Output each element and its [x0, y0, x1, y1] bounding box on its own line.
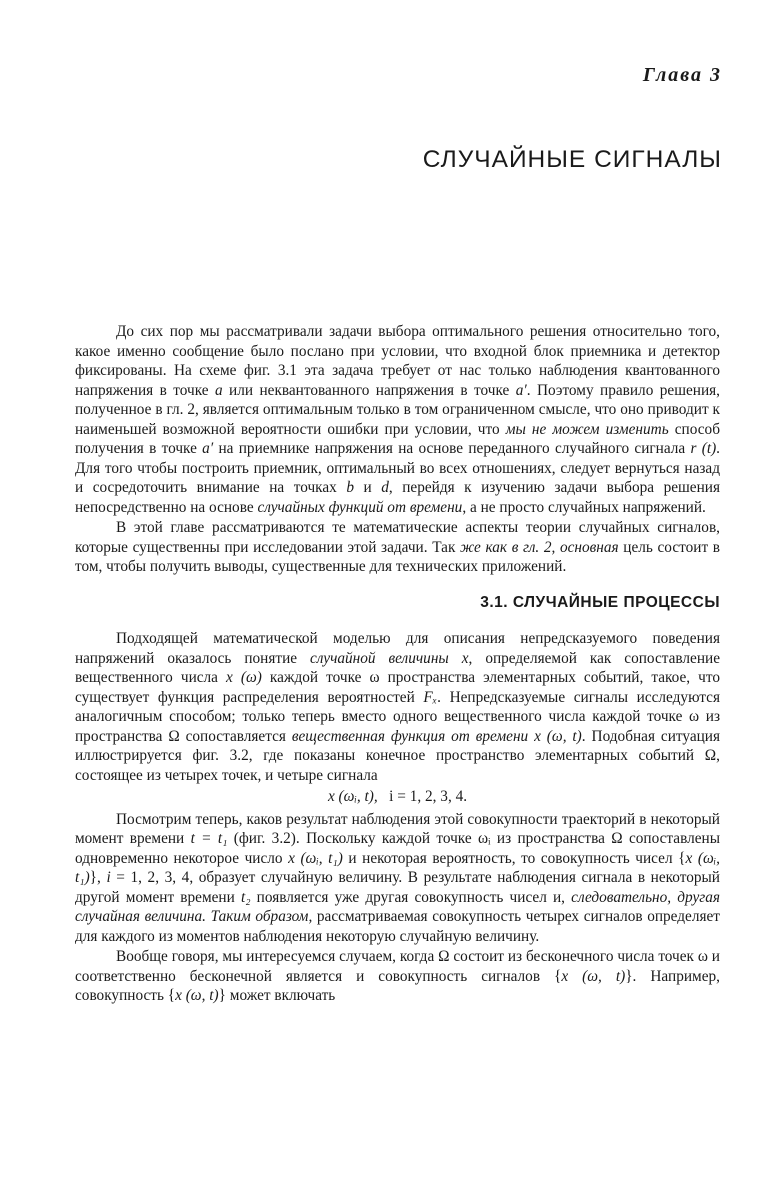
chapter-title: СЛУЧАЙНЫЕ СИГНАЛЫ: [422, 146, 722, 173]
running-head: Глава 3: [642, 64, 722, 86]
section-paragraph-2: Посмотрим теперь, каков результат наблюдения этой совокупности траекторий в некоторый момент времени t = t₁ (фиг. 3.2). Поскольку каждой точке ωᵢ из пространства Ω сопоставлены одновременно некоторое число x (ωᵢ, t₁) и некоторая вероятность, то совокупность чисел {x (ωᵢ, t₁)}, i = 1, 2, 3, 4, образует случайную величину. В результате наблюдения сигнала в некоторый другой момент времени t₂ появляется уже другая совокупность чисел и, следовательно, другая случайная величина. Таким образом, рассматриваемая совокупность четырех сигналов определяет для каждого из моментов наблюдения некоторую случайную величину.: [75, 810, 720, 945]
intro-paragraph-1: До сих пор мы рассматривали задачи выбора оптимального решения относительно того, какое именно сообщение было послано при условии, что входной блок приемника и детектор фиксированы. На схеме фиг. 3.1 эта задача требует от нас только наблюдения квантованного напряжения в точке a или неквантованного напряжения в точке a′. Поэтому правило решения, полученное в гл. 2, является оптимальным только в том ограниченном смысле, что оно приводит к наименьшей возможной вероятности ошибки при условии, что мы не можем изменить способ получения в точке a′ на приемнике напряжения на основе переданного случайного сигнала r (t). Для того чтобы построить приемник, оптимальный во всех отношениях, следует вернуться назад и сосредоточить внимание на точках b и d, перейдя к изучению задачи выбора решения непосредственно на основе случайных функций от времени, а не просто случайных напряжений.: [75, 323, 720, 516]
intro-paragraph-2: В этой главе рассматриваются те математические аспекты теории случайных сигналов, которые существенны при исследовании этой задачи. Так же как в гл. 2, основная цель состоит в том, чтобы получить выводы, существенные для технических приложений.: [75, 519, 720, 575]
formula: [75, 787, 720, 807]
formula-rhs: i = 1, 2, 3, 4.: [389, 788, 468, 805]
formula-lhs: x (ωᵢ, t),: [327, 788, 378, 805]
section-paragraph-3: Вообще говоря, мы интересуемся случаем, когда Ω состоит из бесконечного числа точек ω и соответственно бесконечной является и совокупность сигналов {x (ω, t)}. Например, совокупность {x (ω, t)} может включать: [75, 948, 720, 1004]
section-paragraph-1: Подходящей математической моделью для описания непредсказуемого поведения напряжений оказалось понятие случайной величины x, определяемой как сопоставление вещественного числа x (ω) каждой точке ω пространства элементарных событий, такое, что существует функция распределения вероятностей Fₓ. Непредсказуемые сигналы исследуются аналогичным способом; только теперь вместо одного вещественного числа каждой точке ω из пространства Ω сопоставляется вещественная функция от времени x (ω, t). Подобная ситуация иллюстрируется фиг. 3.2, где показаны конечное пространство элементарных событий Ω, состоящее из четырех точек, и четыре сигнала: [75, 630, 721, 784]
section-heading: 3.1. СЛУЧАЙНЫЕ ПРОЦЕССЫ: [480, 593, 720, 611]
page-body: [75, 322, 720, 1006]
